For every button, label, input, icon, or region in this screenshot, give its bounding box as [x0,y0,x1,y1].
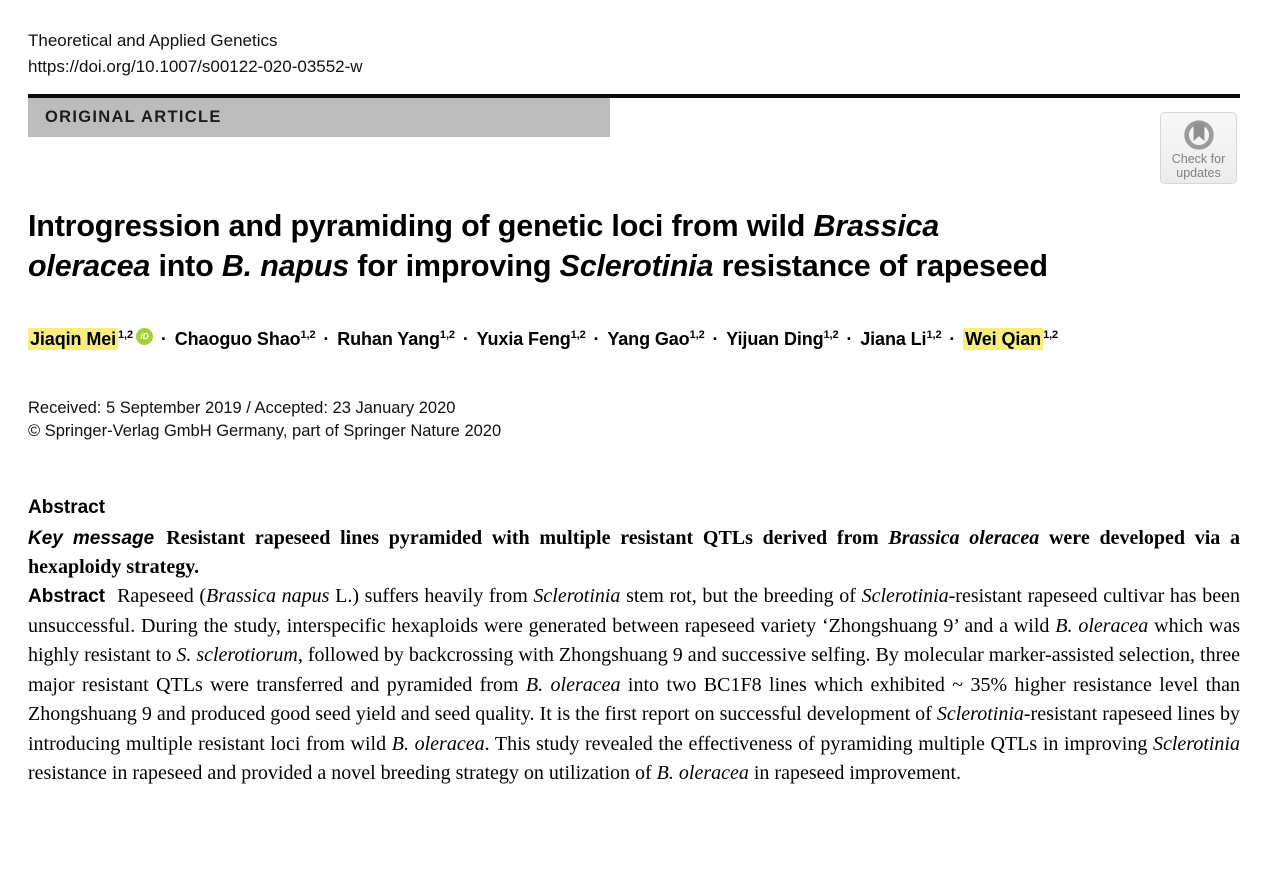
text-segment: Sclerotinia [936,703,1024,725]
author-separator: · [457,329,474,349]
author-separator: · [841,329,858,349]
key-message-text [28,527,1240,578]
text-segment: B. oleracea [391,732,485,755]
author-name: Yijuan Ding [726,329,824,349]
article-type-label: ORIGINAL ARTICLE [45,108,222,126]
author-name: Chaoguo Shao [174,329,301,349]
text-segment: B. napus [221,249,350,283]
author [28,329,153,349]
author-affiliation-sup: 1,2 [689,329,705,341]
text-segment: S. sclerotiorum [176,644,298,666]
author [175,329,316,349]
author [477,329,586,349]
author-name: Yuxia Feng [476,329,571,349]
author [726,329,838,349]
text-segment: B. oleracea [525,673,621,696]
author [337,329,455,349]
author-separator: · [707,329,724,349]
key-message [28,524,1240,582]
text-segment: resistance in rapeseed and provided a novel breeding strategy on utilization of [28,762,657,784]
author-affiliation-sup: 1,2 [118,329,134,341]
text-segment: resistance of rapeseed [713,249,1048,283]
text-segment: , followed by backcrossing with Zhongshuang 9 and successive selfing. By molecular marker-assisted selection, three major resistant QTLs were transferred and pyramided from [28,644,1240,696]
check-updates-line2: updates [1176,166,1221,180]
text-segment: Rapeseed ( [117,585,207,607]
author-separator: · [156,329,172,349]
check-updates-label [1172,152,1226,180]
author-list [28,328,1240,350]
text-segment: B. oleracea [656,762,749,784]
text-segment: in rapeseed improvement. [748,762,962,784]
text-segment: Introgression and pyramiding of genetic loci from wild [28,209,814,243]
article-meta [28,397,1240,443]
crossmark-icon [1182,118,1216,152]
author [860,329,941,349]
article-type-banner [28,98,610,137]
doi-link[interactable]: https://doi.org/10.1007/s00122-020-03552-w [28,57,363,76]
text-segment: Sclerotinia [559,249,714,283]
author-affiliation-sup: 1,2 [926,329,942,341]
text-segment: stem rot, but the breeding of [620,585,862,607]
author-name: Jiaqin Mei [30,329,117,349]
abstract-body [28,582,1240,789]
text-segment: L.) suffers heavily from [329,585,534,607]
text-segment: -resistant rapeseed lines by introducing multiple resistant loci from wild [28,703,1240,755]
received-accepted-line: Received: 5 September 2019 / Accepted: 23 January 2020 [28,399,456,417]
text-segment: oleracea [28,249,151,283]
article-title [28,206,1188,286]
abstract-body-text [28,585,1240,784]
abstract-body-label: Abstract [28,586,106,607]
author [607,329,704,349]
abstract-heading: Abstract [28,497,106,518]
author-affiliation-sup: 1,2 [1043,329,1059,341]
text-segment: Sclerotinia [1152,732,1240,755]
author-separator: · [588,329,605,349]
text-segment: Sclerotinia [861,585,949,607]
author-separator: · [944,329,961,349]
text-segment: Brassica [813,209,940,243]
check-updates-button[interactable] [1160,112,1237,184]
text-segment: Brassica napus [206,585,330,607]
author-affiliation-sup: 1,2 [570,329,586,341]
author-name: Wei Qian [965,329,1042,349]
text-segment: into [150,249,222,283]
key-message-label: Key message [28,528,155,549]
text-segment: -resistant rapeseed cultivar has been unsuccessful. During the study, interspecific hexaploids were generated between rapeseed variety ‘Zhongshuang 9’ and a wild [28,585,1240,637]
author [963,329,1058,349]
check-updates-line1: Check for [1171,152,1226,166]
text-segment: Resistant rapeseed lines pyramided with multiple resistant QTLs derived from [166,527,889,549]
author-separator: · [318,329,335,349]
author-name: Yang Gao [607,329,690,349]
text-segment: B. oleracea [1055,614,1149,637]
author-affiliation-sup: 1,2 [823,329,839,341]
journal-name: Theoretical and Applied Genetics [28,31,278,50]
text-segment: for improving [349,249,560,283]
text-segment: which was highly resistant to [28,614,1240,666]
text-segment: into two BC1F8 lines which exhibited ~ 35% higher resistance level than Zhongshuang 9 and produced good seed yield and seed quality. It is the first report on successful development of [28,673,1240,725]
author-name: Jiana Li [860,329,927,349]
author-affiliation-sup: 1,2 [439,329,455,341]
text-segment: Sclerotinia [533,585,621,607]
orcid-icon[interactable]: iD [136,328,153,345]
text-segment: were developed via a hexaploidy strategy. [28,527,1241,578]
copyright-line: © Springer-Verlag GmbH Germany, part of Springer Nature 2020 [28,422,502,440]
author-name: Ruhan Yang [337,329,440,349]
text-segment: Brassica oleracea [888,527,1040,549]
text-segment: . This study revealed the effectiveness of pyramiding multiple QTLs in improving [484,732,1153,755]
author-affiliation-sup: 1,2 [300,329,316,341]
abstract-section [28,497,1240,789]
